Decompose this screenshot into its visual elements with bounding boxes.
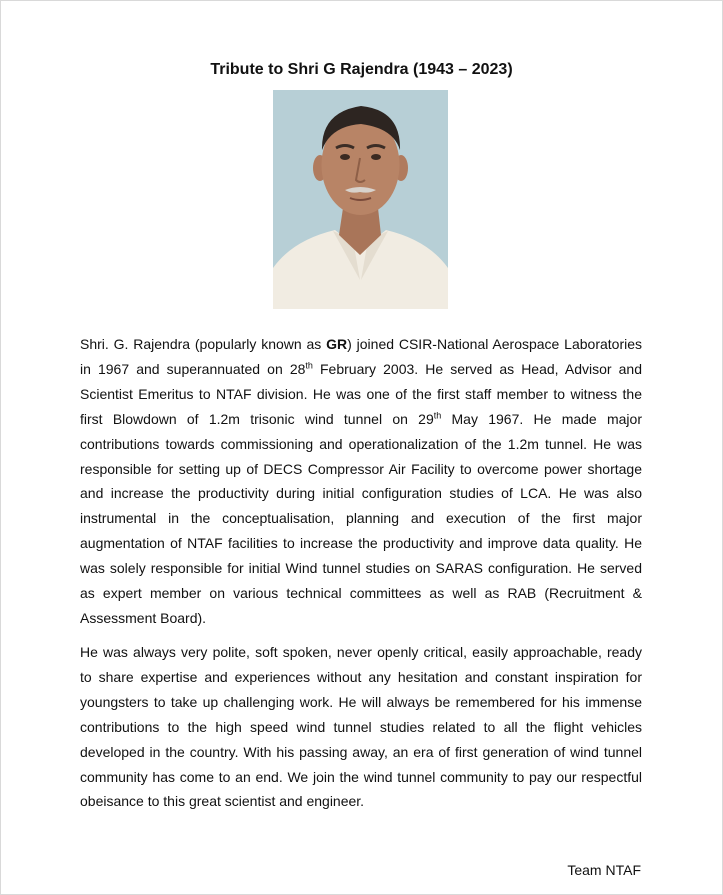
nickname-bold: GR bbox=[326, 336, 348, 352]
tribute-paragraph-1: Shri. G. Rajendra (popularly known as GR) joined CSIR-National Aerospace Laboratories in 1967 and superannuated on 28th February 2003. He served as Head, Advisor and Scientist Emeritus to NTAF division. He was one of the first staff member to witness the first Blowdown of 1.2m trisonic wind tunnel on 29th May 1967. He made major contributions towards commissioning and operationalization of the 1.2m tunnel. He was responsible for setting up of DECS Compressor Air Facility to overcome power shortage and increase the productivity during initial configuration studies of LCA. He was also instrumental in the conceptualisation, planning and execution of the first major augmentation of NTAF facilities to increase the productivity and improve data quality. He was solely responsible for initial Wind tunnel studies on SARAS configuration. He served as expert member on various technical committees as well as RAB (Recruitment & Assessment Board). bbox=[80, 336, 643, 626]
signature: Team NTAF bbox=[567, 862, 641, 878]
portrait-photo bbox=[273, 90, 448, 309]
tribute-paragraph-2: He was always very polite, soft spoken, never openly critical, easily approachable, ready to share expertise and experiences without any hesitation and constant inspiration for youngsters to take up challenging work. He will always be remembered for his immense contributions to the high speed wind tunnel studies related to all the flight vehicles developed in the country. With his passing away, an era of first generation of wind tunnel community has come to an end. We join the wind tunnel community to pay our respectful obeisance to this great scientist and engineer. bbox=[80, 644, 642, 810]
page-title: Tribute to Shri G Rajendra (1943 – 2023) bbox=[210, 61, 513, 78]
portrait-photo-icon bbox=[273, 90, 448, 309]
